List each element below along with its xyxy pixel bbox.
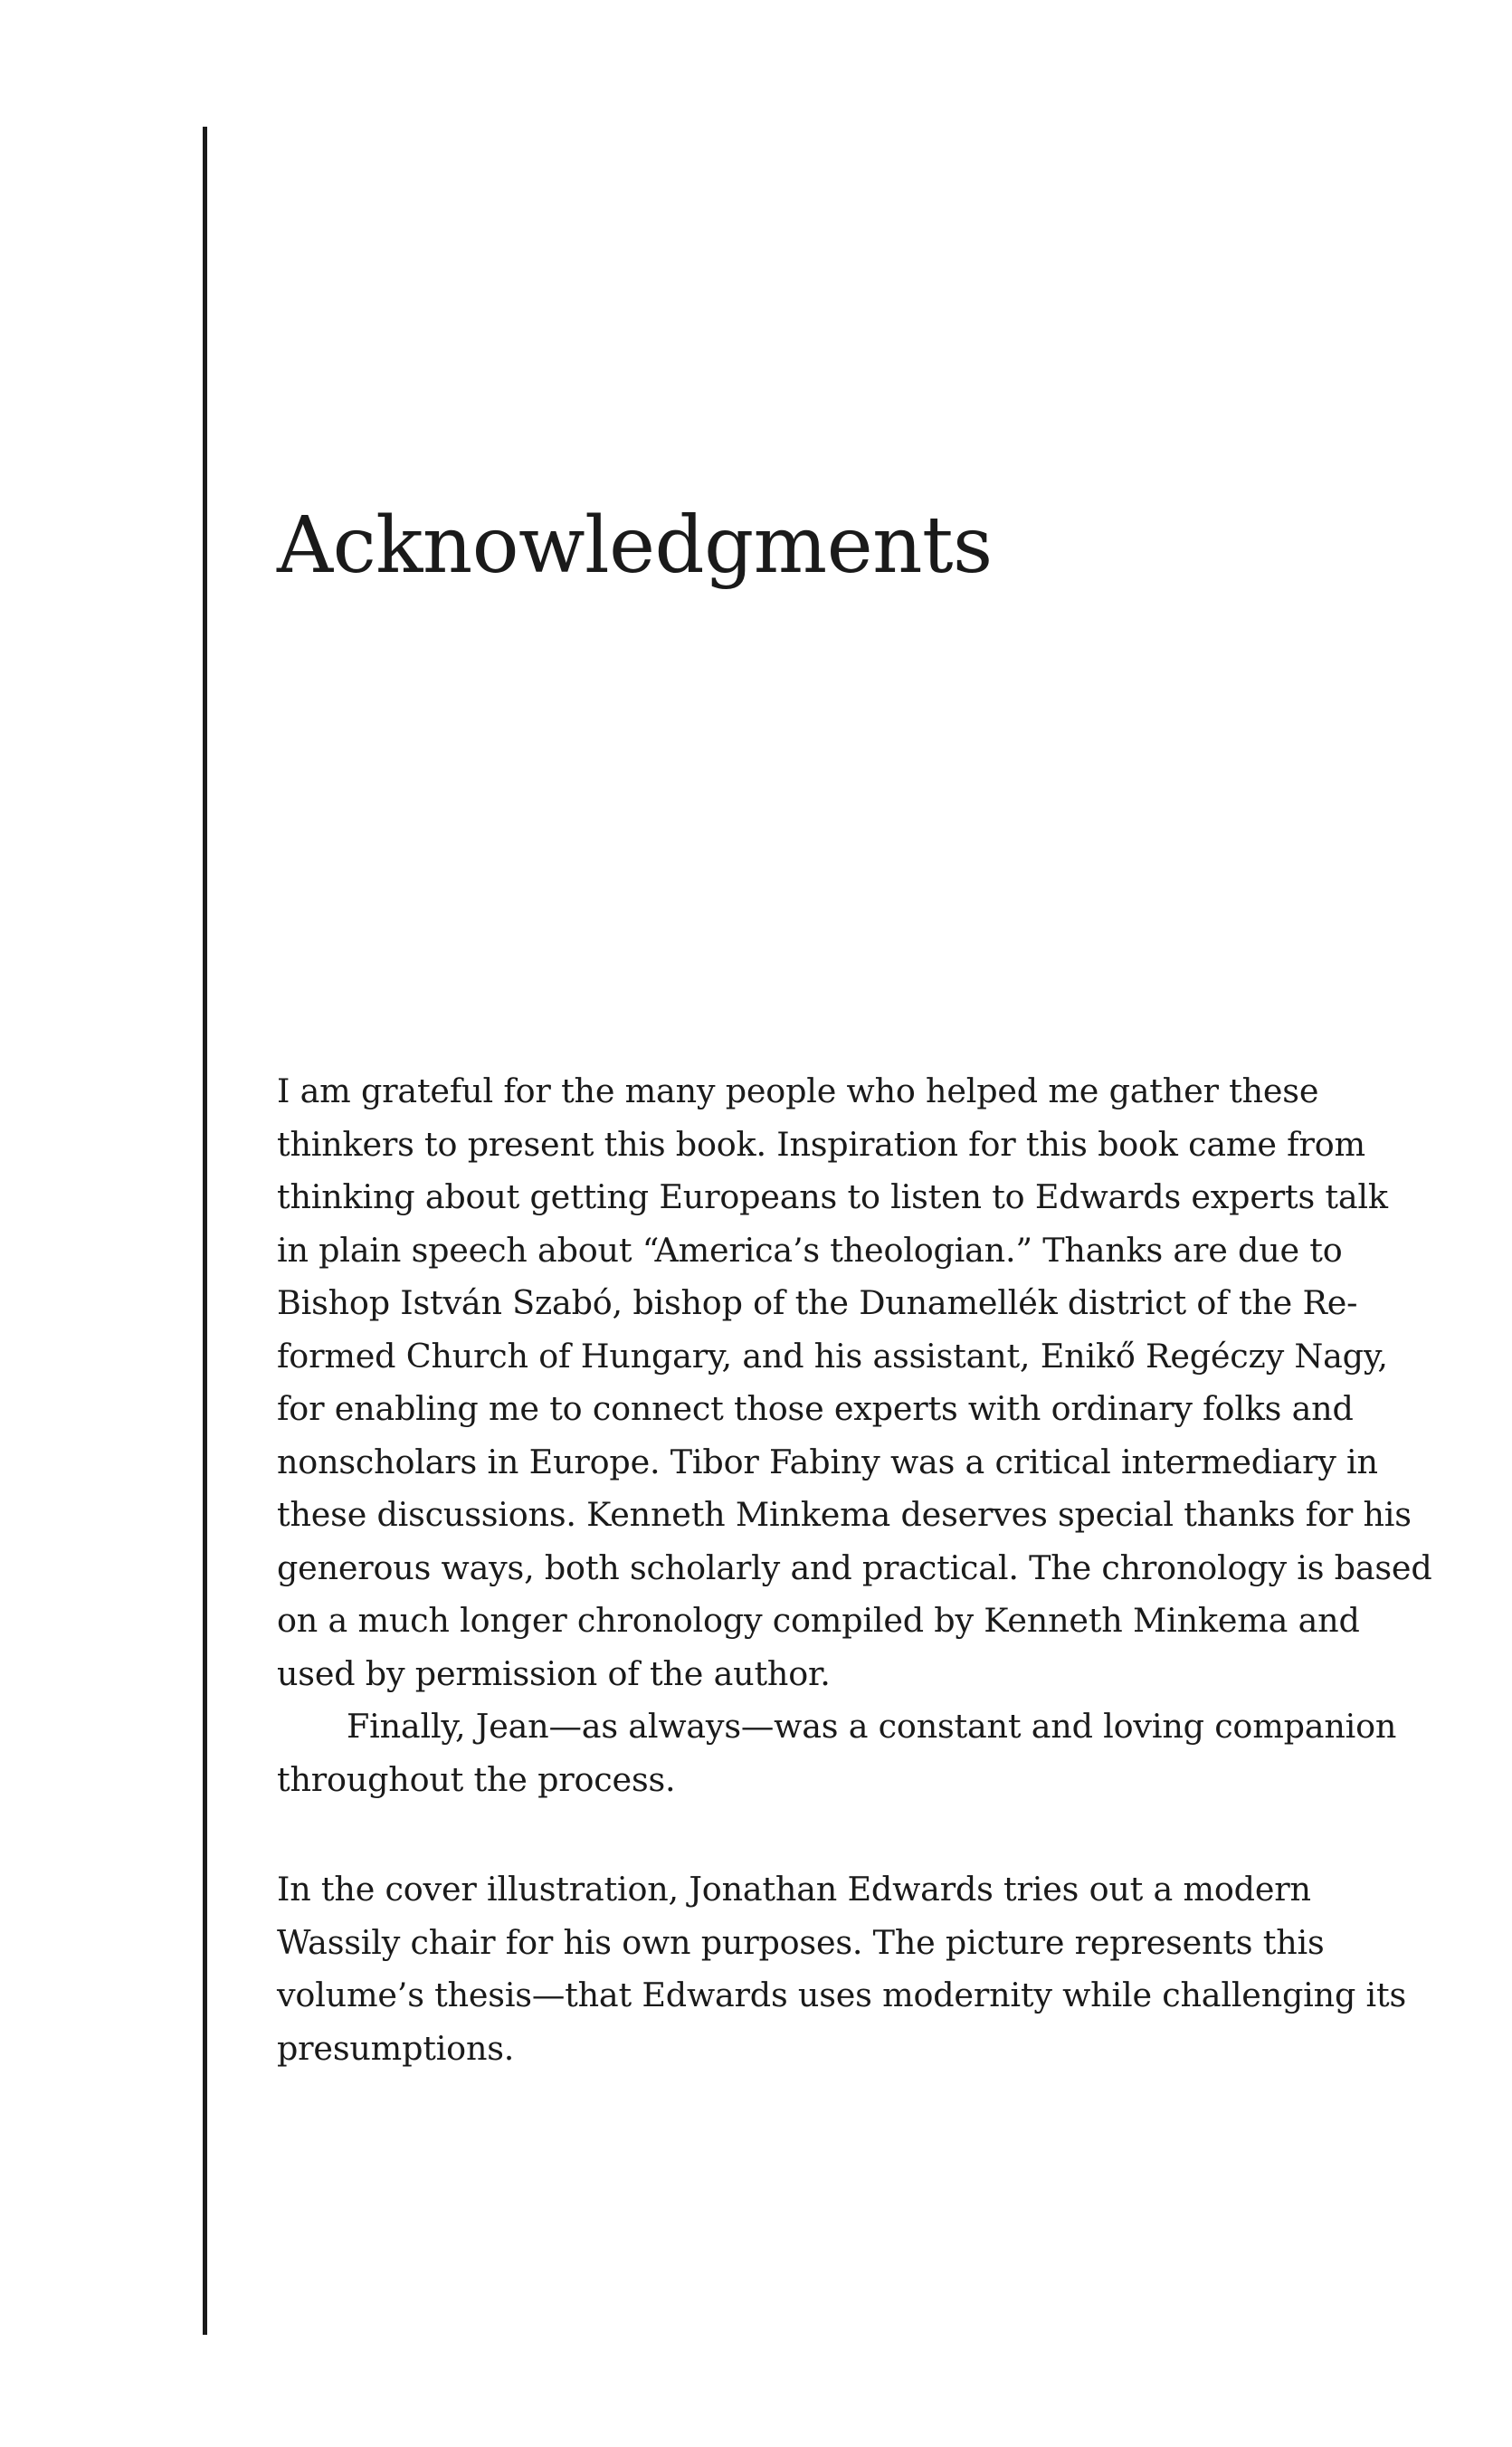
margin-rule — [203, 127, 207, 2335]
text-line: thinkers to present this book. Inspiration for this book came from — [277, 1124, 1365, 1164]
acknowledgments-text — [277, 1065, 1432, 1806]
text-line: Wassily chair for his own purposes. The picture represents this — [277, 1922, 1325, 1962]
text-line: throughout the process. — [277, 1759, 676, 1799]
text-line: Finally, Jean—as always—was a constant and loving companion — [347, 1707, 1397, 1746]
text-line: I am grateful for the many people who helped me gather these — [277, 1071, 1319, 1110]
text-line: in plain speech about “America’s theologian.” Thanks are due to — [277, 1230, 1343, 1270]
text-line: for enabling me to connect those experts with ordinary folks and — [277, 1389, 1354, 1428]
page-title: Acknowledgments — [277, 500, 993, 591]
cover-illustration-note — [277, 1863, 1406, 2075]
text-line: on a much longer chronology compiled by Kenneth Minkema and — [277, 1601, 1360, 1640]
text-line: generous ways, both scholarly and practical. The chronology is based — [277, 1547, 1432, 1587]
text-line: presumptions. — [277, 2028, 515, 2068]
text-line: these discussions. Kenneth Minkema deserves special thanks for his — [277, 1495, 1412, 1534]
text-line: Bishop István Szabó, bishop of the Dunamellék district of the Re- — [277, 1283, 1358, 1322]
text-line: In the cover illustration, Jonathan Edwards tries out a modern — [277, 1870, 1311, 1909]
text-line: nonscholars in Europe. Tibor Fabiny was a critical intermediary in — [277, 1442, 1378, 1481]
text-line: formed Church of Hungary, and his assistant, Enikő Regéczy Nagy, — [277, 1336, 1388, 1376]
text-line: volume’s thesis—that Edwards uses modernity while challenging its — [277, 1976, 1406, 2014]
text-line: used by permission of the author. — [277, 1653, 831, 1693]
text-line: thinking about getting Europeans to listen to Edwards experts talk — [277, 1177, 1388, 1216]
